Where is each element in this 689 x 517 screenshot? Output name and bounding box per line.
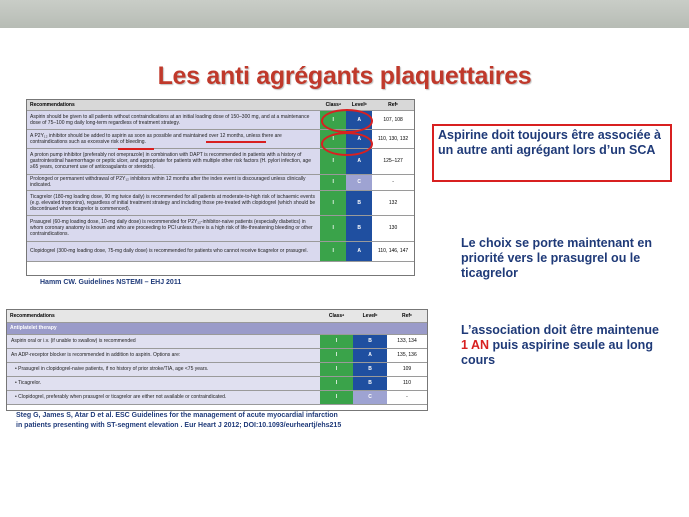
class-value: I xyxy=(320,175,346,190)
level-value: B xyxy=(346,216,372,241)
table-header-row xyxy=(27,100,414,110)
header-ref: Refᶜ xyxy=(372,100,414,110)
table-header-row xyxy=(7,310,427,322)
class-value: I xyxy=(320,242,346,261)
class-value: I xyxy=(320,111,346,129)
aspirin-callout: Aspirine doit toujours être associée à un autre anti agrégant lors d’un SCA xyxy=(432,124,672,182)
caption-line-2: in patients presenting with ST-segment elevation . Eur Heart J 2012; DOI:10.1093/eurheartj/ehs215 xyxy=(16,422,342,429)
class-cell xyxy=(320,215,346,241)
section-row xyxy=(7,322,427,334)
recommendation-cell: Prasugrel (60-mg loading dose, 10-mg daily dose) is recommended for P2Y₁₂-inhibitor-naive patients (especially diabetics) in whom coronary anatomy is known and who are proceeding to PCI unless there is a high risk of life-threatening bleeding or other contraindications. xyxy=(27,215,320,241)
level-value: A xyxy=(346,130,372,148)
level-value: A xyxy=(346,111,372,129)
table-row xyxy=(27,190,414,215)
class-value: I xyxy=(320,391,353,404)
recommendation-cell: An ADP-receptor blocker is recommended in addition to aspirin. Options are: xyxy=(7,348,320,362)
recommendation-cell: Clopidogrel (300-mg loading dose, 75-mg daily dose) is recommended for patients who cannot receive ticagrelor or prasugrel. xyxy=(27,241,320,261)
highlight-ring-row1 xyxy=(321,109,373,133)
table-row xyxy=(7,376,427,390)
header-level: Levelᵇ xyxy=(346,100,372,110)
class-value: I xyxy=(320,216,346,241)
recommendation-cell: A P2Y₁₂ inhibitor should be added to aspirin as soon as possible and maintained over 12 months, unless there are contraindications such as excessive risk of bleeding. xyxy=(27,129,320,148)
table-row xyxy=(27,241,414,261)
recommendation-cell: Ticagrelor (180-mg loading dose, 90 mg twice daily) is recommended for all patients at moderate-to-high risk of ischaemic events (e.g. elevated troponins), regardless of initial treatment strategy and including those pre-treated with clopidogrel (which should be discontinued when ticagrelor is commenced). xyxy=(27,190,320,215)
table-row xyxy=(7,334,427,348)
header-class: Classᵃ xyxy=(320,100,346,110)
ref-cell: 132 xyxy=(372,190,414,215)
table-row xyxy=(7,390,427,404)
level-value: A xyxy=(346,242,372,261)
section-antiplatelet: Antiplatelet therapy xyxy=(7,322,427,334)
class-value: I xyxy=(320,335,353,348)
table2-caption xyxy=(16,411,436,431)
ref-cell: 135, 136 xyxy=(387,348,427,362)
class-cell xyxy=(320,190,346,215)
level-cell xyxy=(346,215,372,241)
class-cell xyxy=(320,174,346,190)
level-value: B xyxy=(353,335,387,348)
ref-cell: - xyxy=(372,174,414,190)
ref-cell: 133, 134 xyxy=(387,334,427,348)
header-recommendations: Recommendations xyxy=(7,310,320,322)
association-text-before: L’association doit être maintenue xyxy=(461,323,659,337)
ref-cell: 110, 130, 132 xyxy=(372,129,414,148)
association-duration: 1 AN xyxy=(461,338,490,352)
table-row xyxy=(27,174,414,190)
class-cell xyxy=(320,362,353,376)
class-value: I xyxy=(320,363,353,376)
ref-cell: 107, 108 xyxy=(372,110,414,129)
level-value: C xyxy=(353,391,387,404)
level-cell xyxy=(346,241,372,261)
level-value: A xyxy=(353,349,387,362)
caption-line-1: Steg G, James S, Atar D et al. ESC Guidelines for the management of acute myocardial infarction xyxy=(16,412,338,419)
class-cell xyxy=(320,334,353,348)
level-value: C xyxy=(346,175,372,190)
header-recommendations: Recommendations xyxy=(27,100,320,110)
recommendation-cell: • Clopidogrel, preferably when prasugrel or ticagrelor are either not available or contraindicated. xyxy=(7,390,320,404)
ref-cell: 109 xyxy=(387,362,427,376)
level-cell xyxy=(353,348,387,362)
underline-bleeding xyxy=(118,148,154,150)
association-text-after: puis aspirine seule au long cours xyxy=(461,338,653,367)
table1-caption: Hamm CW. Guidelines NSTEMI – EHJ 2011 xyxy=(40,279,182,286)
ref-cell: 110, 146, 147 xyxy=(372,241,414,261)
level-cell xyxy=(353,376,387,390)
ref-cell: 130 xyxy=(372,215,414,241)
recommendation-cell: • Ticagrelor. xyxy=(7,376,320,390)
class-value: I xyxy=(320,149,346,174)
level-value: B xyxy=(353,377,387,390)
top-band xyxy=(0,0,689,28)
class-value: I xyxy=(320,349,353,362)
header-ref: Refᶜ xyxy=(387,310,427,322)
header-class: Classᵃ xyxy=(320,310,353,322)
ref-cell: 110 xyxy=(387,376,427,390)
association-note xyxy=(461,323,681,368)
level-value: A xyxy=(346,149,372,174)
level-cell xyxy=(346,190,372,215)
slide-title: Les anti agrégants plaquettaires xyxy=(157,62,532,90)
recommendation-cell: Aspirin should be given to all patients without contraindications at an initial loading dose of 150–300 mg, and at a maintenance dose of 75–100 mg daily long-term regardless of treatment strategy. xyxy=(27,110,320,129)
recommendation-cell: Aspirin oral or i.v. (if unable to swallow) is recommended xyxy=(7,334,320,348)
ref-cell: 125–127 xyxy=(372,148,414,174)
table-row xyxy=(27,215,414,241)
class-cell xyxy=(320,376,353,390)
underline-12-months xyxy=(206,141,266,143)
recommendation-cell: A proton pump inhibitor (preferably not omeprazole) in combination with DAPT is recommended in patients with a history of gastrointestinal haemorrhage or peptic ulcer, and appropriate for patients with multiple other risk factors (H. pylori infection, age ≥65 years, concurrent use of anticoagulants or steroids). xyxy=(27,148,320,174)
level-cell xyxy=(353,362,387,376)
level-value: B xyxy=(353,363,387,376)
class-value: I xyxy=(320,130,346,148)
highlight-ring-row2 xyxy=(321,132,373,156)
level-cell xyxy=(346,174,372,190)
class-value: I xyxy=(320,191,346,215)
choice-note: Le choix se porte maintenant en priorité vers le prasugrel ou le ticagrelor xyxy=(461,236,653,280)
table-row xyxy=(7,362,427,376)
level-cell xyxy=(353,390,387,404)
header-level: Levelᵇ xyxy=(353,310,387,322)
class-value: I xyxy=(320,377,353,390)
level-value: B xyxy=(346,191,372,215)
ref-cell: - xyxy=(387,390,427,404)
table-row xyxy=(7,348,427,362)
class-cell xyxy=(320,241,346,261)
class-cell xyxy=(320,348,353,362)
recommendation-cell: Prolonged or permanent withdrawal of P2Y₁₂ inhibitors within 12 months after the index event is discouraged unless clinically indicated. xyxy=(27,174,320,190)
guidelines-table-2012 xyxy=(6,309,428,411)
class-cell xyxy=(320,390,353,404)
level-cell xyxy=(353,334,387,348)
recommendation-cell: • Prasugrel in clopidogrel-naive patients, if no history of prior stroke/TIA, age <75 years. xyxy=(7,362,320,376)
